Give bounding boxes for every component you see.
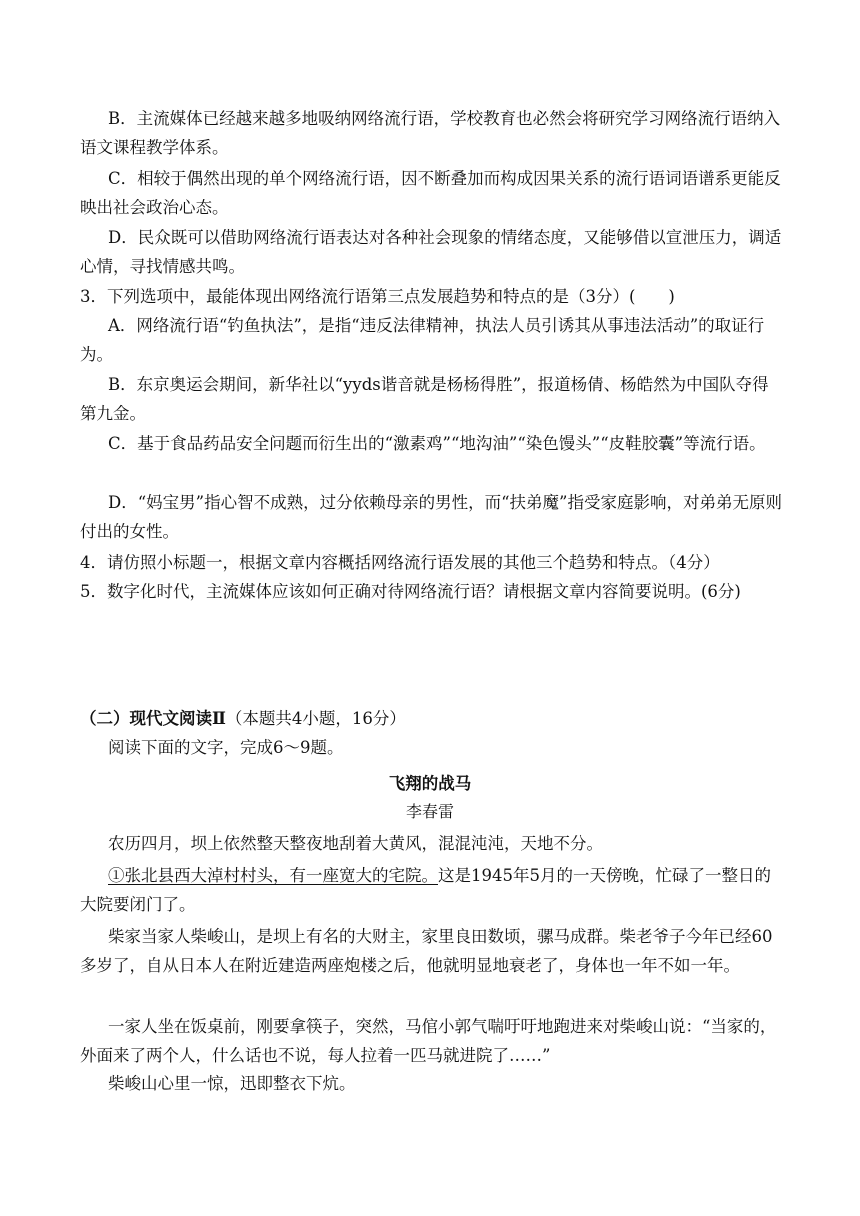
story-para-5: 柴峻山心里一惊，迅即整衣下炕。 bbox=[108, 1074, 356, 1093]
section-heading-bold: （二）现代文阅读Ⅱ bbox=[80, 709, 226, 728]
q2-option-b: B．主流媒体已经越来越多地吸纳网络流行语，学校教育也必然会将研究学习网络流行语纳入语文课程教学体系。 bbox=[80, 109, 781, 157]
story-title: 飞翔的战马 bbox=[388, 774, 472, 793]
q3-option-a: A．网络流行语“钓鱼执法”，是指“违反法律精神，执法人员引诱其从事违法活动”的取证行为。 bbox=[80, 316, 765, 364]
q2-option-d: D．民众既可以借助网络流行语表达对各种社会现象的情绪态度，又能够借以宣泄压力，调适心情，寻找情感共鸣。 bbox=[80, 228, 782, 276]
q2-option-c: C．相较于偶然出现的单个网络流行语，因不断叠加而构成因果关系的流行语词语谱系更能反映出社会政治心态。 bbox=[80, 169, 781, 217]
story-para-1: 农历四月，坝上依然整天整夜地刮着大黄风，混混沌沌，天地不分。 bbox=[108, 834, 603, 853]
q3-option-d: D．“妈宝男”指心智不成熟，过分依赖母亲的男性，而“扶弟魔”指受家庭影响，对弟弟无原则付出的女性。 bbox=[80, 493, 782, 541]
story-para-4: 一家人坐在饭桌前，刚要拿筷子，突然，马倌小郭气喘吁吁地跑进来对柴峻山说：“当家的，外面来了两个人，什么话也不说，每人拉着一匹马就进院了……” bbox=[80, 1017, 777, 1065]
q4: 4．请仿照小标题一，根据文章内容概括网络流行语发展的其他三个趋势和特点。（4分） bbox=[80, 553, 720, 572]
section-heading-rest: （本题共4小题，16分） bbox=[225, 709, 406, 728]
q3-stem: 3．下列选项中，最能体现出网络流行语第三点发展趋势和特点的是（3分）( ) bbox=[80, 287, 675, 306]
underlined-sentence: ①张北县西大淖村村头，有一座宽大的宅院。 bbox=[108, 866, 438, 885]
story-author: 李春雷 bbox=[405, 802, 454, 821]
q3-option-c: C．基于食品药品安全问题而衍生出的“激素鸡”“地沟油”“染色馒头”“皮鞋胶囊”等流行语。 bbox=[108, 434, 766, 453]
q5: 5．数字化时代，主流媒体应该如何正确对待网络流行语？请根据文章内容简要说明。(6分) bbox=[80, 582, 741, 601]
q3-option-b: B．东京奥运会期间，新华社以“yyds谐音就是杨杨得胜”，报道杨倩、杨皓然为中国队夺得第九金。 bbox=[80, 375, 769, 423]
reading-instruction: 阅读下面的文字，完成6～9题。 bbox=[108, 738, 344, 757]
para-2-rest: 这是1945年5月的一天傍晚，忙碌了一整日的大院要闭门了。 bbox=[80, 866, 771, 914]
section-heading bbox=[80, 704, 406, 733]
story-para-2 bbox=[80, 861, 782, 919]
story-para-3: 柴家当家人柴峻山，是坝上有名的大财主，家里良田数顷，骡马成群。柴老爷子今年已经60多岁了，自从日本人在附近建造两座炮楼之后，他就明显地衰老了，身体也一年不如一年。 bbox=[80, 927, 773, 975]
